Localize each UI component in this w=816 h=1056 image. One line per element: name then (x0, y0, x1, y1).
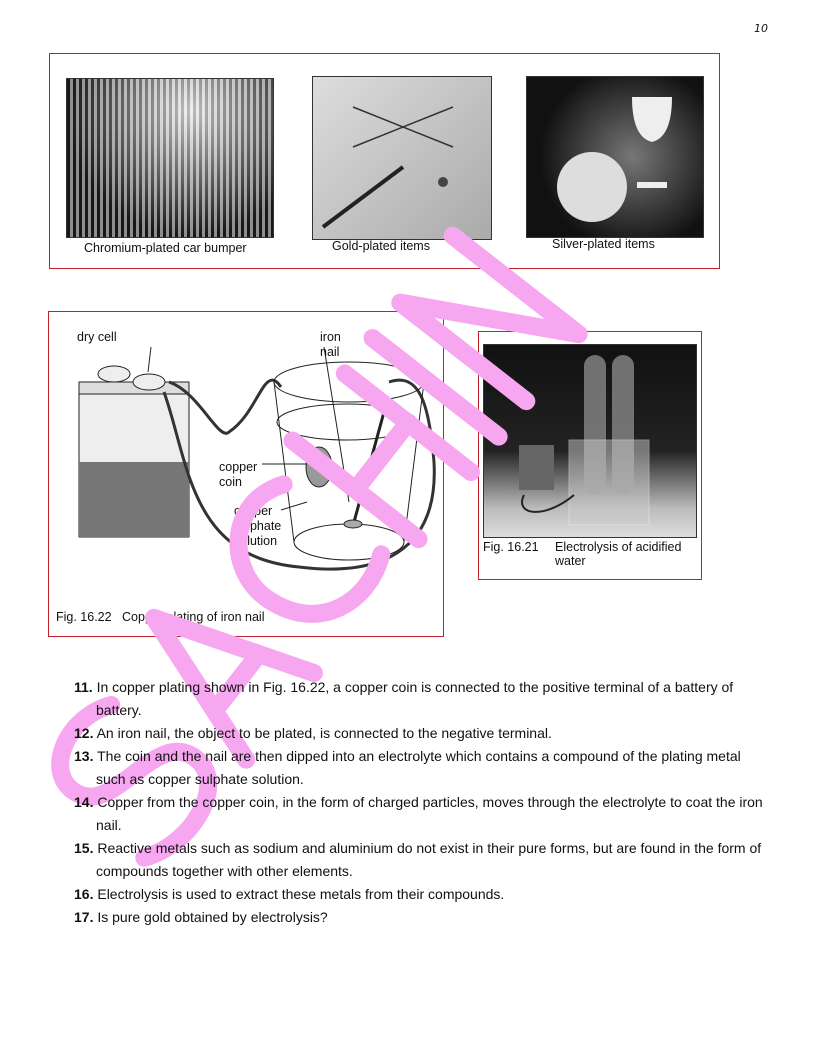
label-dry-cell: dry cell (77, 330, 117, 344)
gold-items-photo (312, 76, 492, 240)
list-item: 11. In copper plating shown in Fig. 16.22, a copper coin is connected to the positive terminal of a battery of battery. (74, 679, 734, 718)
page-number: 10 (754, 22, 768, 35)
copper-plating-diagram (49, 312, 443, 602)
car-bumper-photo (66, 78, 274, 238)
copper-plating-figure (48, 311, 444, 637)
label-copper-sulphate: copper sulphate solution (234, 504, 282, 548)
caption-gold: Gold-plated items (332, 239, 430, 253)
fig-16-21-caption: Electrolysis of acidified water (555, 540, 682, 568)
fig-16-21-number: Fig. 16.21 (483, 540, 539, 554)
fig-16-22-caption (56, 610, 264, 624)
label-iron-nail: iron nail (320, 330, 341, 359)
list-item: 17. Is pure gold obtained by electrolysis? (74, 909, 328, 925)
electrolysis-figure (478, 331, 702, 580)
silver-items-photo (526, 76, 704, 238)
list-item: 16. Electrolysis is used to extract these metals from their compounds. (74, 886, 505, 902)
fig-title: Copper plating of iron nail (122, 610, 265, 624)
list-item: 13. The coin and the nail are then dipped into an electrolyte which contains a compound of the plating metal such as copper sulphate solution. (74, 748, 741, 787)
fig-number: Fig. 16.22 (56, 610, 112, 624)
notes-list (74, 676, 774, 929)
list-item: 15. Reactive metals such as sodium and aluminium do not exist in their pure forms, but are found in the form of compounds together with other elements. (74, 840, 762, 879)
label-copper-coin: copper coin (219, 460, 258, 489)
caption-silver: Silver-plated items (552, 237, 655, 251)
list-item: 12. An iron nail, the object to be plated, is connected to the negative terminal. (74, 725, 552, 741)
list-item: 14. Copper from the copper coin, in the form of charged particles, moves through the electrolyte to coat the iron nail. (74, 794, 763, 833)
electrolysis-photo (483, 344, 697, 538)
plated-items-figure (49, 53, 720, 269)
caption-chromium: Chromium-plated car bumper (84, 241, 247, 255)
